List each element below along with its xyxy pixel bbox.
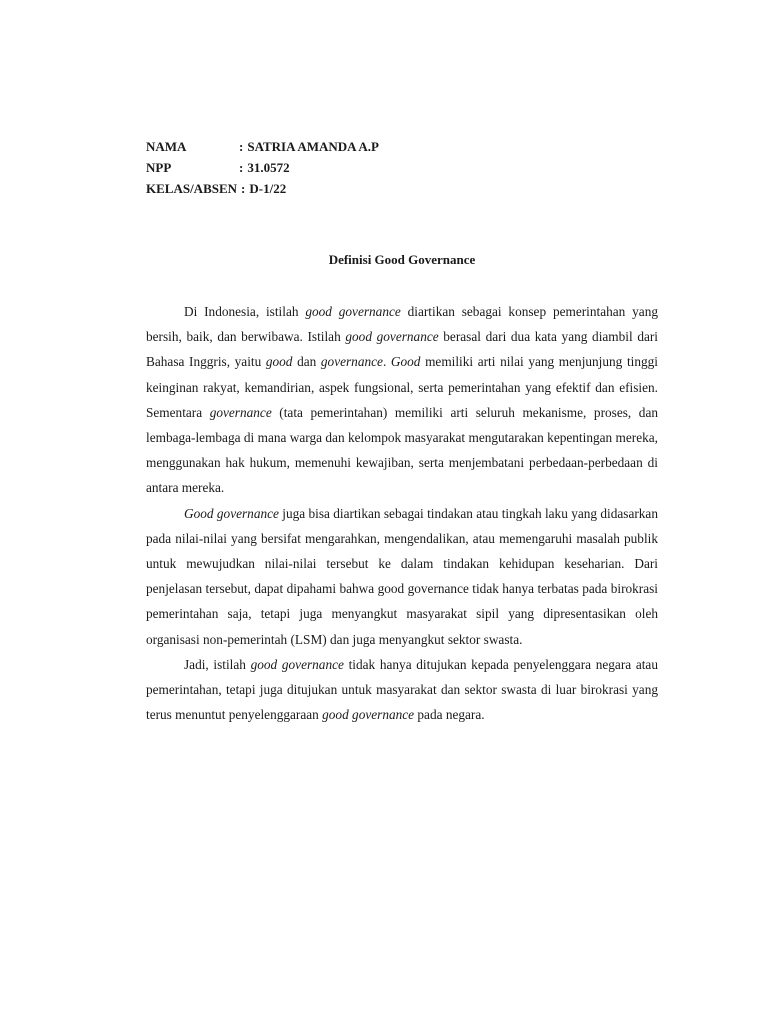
text-run: Di Indonesia, istilah [184,304,306,319]
class-label: KELAS/ABSEN [146,181,238,196]
npp-separator: : [239,160,244,175]
name-label: NAMA [146,139,187,154]
text-run: . [382,354,391,370]
npp-label: NPP [146,160,172,175]
text-run: tidak hanya ditujukan kepada penyelenggara negara atau pemerintahan, tetapi juga ditujukan untuk masyarakat dan sektor swasta di luar birokrasi yang terus menuntut penyelenggaraan [146,656,658,723]
italic-term: Good [390,354,421,370]
document-body [146,299,658,727]
npp-value: 31.0572 [247,160,290,175]
italic-term: governance [320,354,383,370]
paragraph [146,299,658,501]
paragraph [146,652,658,728]
italic-term: governance [209,404,272,420]
text-run: berasal dari dua kata yang diambil dari Bahasa Inggris, yaitu [146,329,658,370]
student-info [146,136,626,199]
text-run: diartikan sebagai konsep pemerintahan yang bersih, baik, dan berwibawa. Istilah [146,304,658,345]
name-separator: : [239,139,244,154]
class-separator: : [241,181,246,196]
italic-term: Good governance [184,505,279,521]
class-row [146,178,626,199]
text-run: memiliki arti nilai yang menjunjung tinggi keinginan rakyat, kemandirian, aspek fungsional, serta pemerintahan yang efektif dan efisien. Sementara [146,354,658,420]
italic-term: good governance [305,304,401,319]
text-run: juga bisa diartikan sebagai tindakan atau tingkah laku yang didasarkan pada nilai-nilai yang bersifat mengarahkan, mengendalikan, atau memengaruhi masalah publik untuk mewujudkan nilai-nilai tersebut ke dalam tindakan kehidupan keseharian. Dari penjelasan tersebut, dapat dipahami bahwa good governance tidak hanya terbatas pada birokrasi pemerintahan saja, tetapi juga menyangkut masyarakat sipil yang dipresentasikan oleh organisasi non-pemerintah (LSM) dan juga menyangkut sektor swasta. [146,505,658,647]
document-title: Definisi Good Governance [328,252,476,267]
class-value: D-1/22 [249,181,287,196]
npp-row [146,157,626,178]
italic-term: good governance [250,656,344,672]
text-run: Jadi, istilah [184,656,251,672]
text-run: pada negara. [414,707,485,723]
paragraph [146,501,658,652]
text-run: (tata pemerintahan) memiliki arti seluruh mekanisme, proses, dan lembaga-lembaga di mana warga dan kelompok masyarakat mengutarakan kepentingan mereka, menggunakan hak hukum, memenuhi kewajiban, serta menjembatani perbedaan-perbedaan di antara mereka. [146,404,658,496]
italic-term: good [265,354,293,370]
name-row [146,136,626,157]
name-value: SATRIA AMANDA A.P [247,139,379,154]
italic-term: good governance [345,329,439,345]
italic-term: good governance [322,707,415,723]
text-run: dan [292,354,321,370]
